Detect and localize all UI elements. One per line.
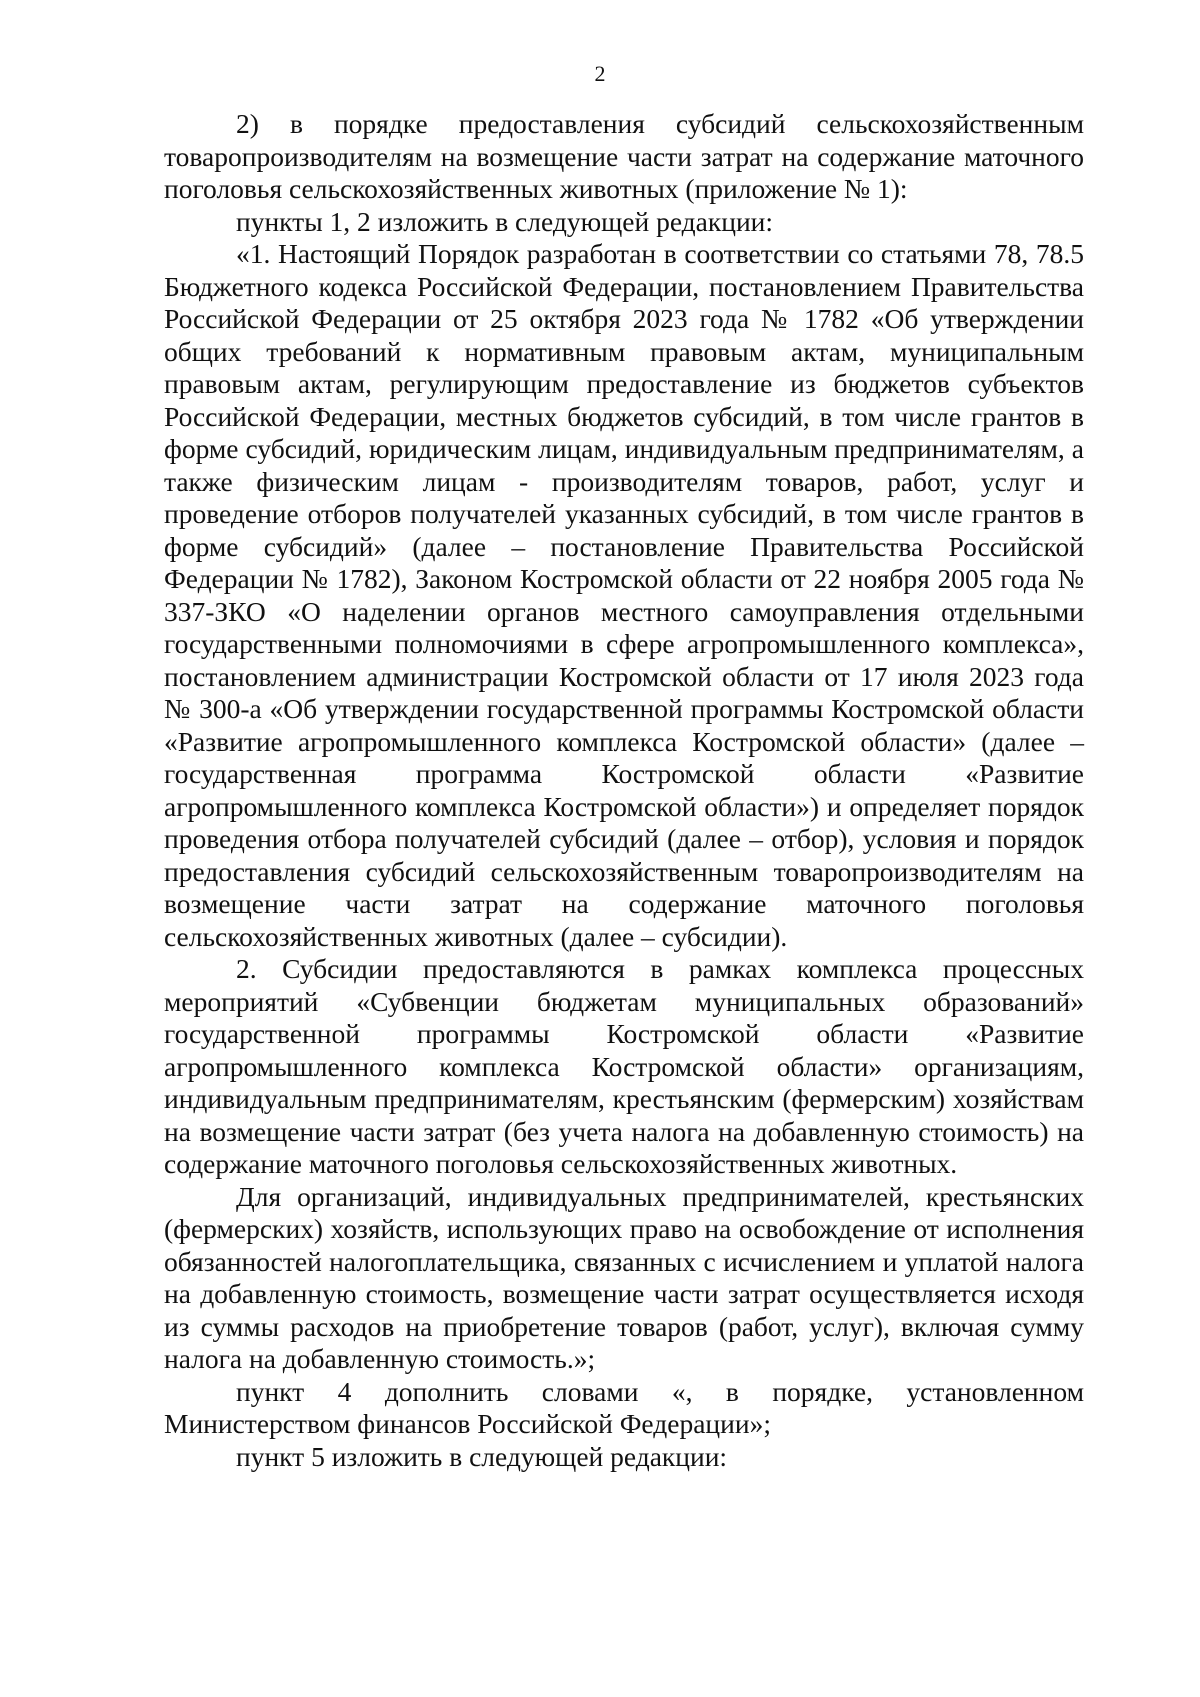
page-number: 2 [594, 61, 606, 86]
document-body [164, 108, 1084, 1473]
paragraph-point-2: 2. Субсидии предоставляются в рамках комплекса процессных мероприятий «Субвенции бюджетам муниципальных образований» государственной программы Костромской области «Развитие агропромышленного комплекса Костромской области» организациям, индивидуальным предпринимателям, крестьянским (фермерским) хозяйствам на возмещение части затрат (без учета налога на добавленную стоимость) на содержание маточного поголовья сельскохозяйственных животных. [164, 953, 1084, 1179]
paragraph-vat-exemption: Для организаций, индивидуальных предпринимателей, крестьянских (фермерских) хозяйств, использующих право на освобождение от исполнения обязанностей налогоплательщика, связанных с исчислением и уплатой налога на добавленную стоимость, возмещение части затрат осуществляется исходя из суммы расходов на приобретение товаров (работ, услуг), включая сумму налога на добавленную стоимость.»; [164, 1180, 1084, 1374]
paragraph-point-1: «1. Настоящий Порядок разработан в соответствии со статьями 78, 78.5 Бюджетного кодекса Российской Федерации, постановлением Правительства Российской Федерации от 25 октября 2023 года № 1782 «Об утверждении общих требований к нормативным правовым актам, муниципальным правовым актам, регулирующим предоставление из бюджетов субъектов Российской Федерации, местных бюджетов субсидий, в том числе грантов в форме субсидий, юридическим лицам, индивидуальным предпринимателям, а также физическим лицам - производителям товаров, работ, услуг и проведение отборов получателей указанных субсидий, в том числе грантов в форме субсидий» (далее – постановление Правительства Российской Федерации № 1782), Законом Костромской области от 22 ноября 2005 года № 337-ЗКО «О наделении органов местного самоуправления отдельными государственными полномочиями в сфере агропромышленного комплекса», постановлением администрации Костромской области от 17 июля 2023 года № 300-а «Об утверждении государственной программы Костромской области «Развитие агропромышленного комплекса Костромской области» (далее – государственная программа Костромской области «Развитие агропромышленного комплекса Костромской области») и определяет порядок проведения отбора получателей субсидий (далее – отбор), условия и порядок предоставления субсидий сельскохозяйственным товаропроизводителям на возмещение части затрат на содержание маточного поголовья сельскохозяйственных животных (далее – субсидии). [164, 238, 1084, 952]
paragraph-points-1-2-intro: пункты 1, 2 изложить в следующей редакции: [236, 205, 774, 237]
paragraph-point-4-amendment: пункт 4 дополнить словами «, в порядке, установленном Министерством финансов Российской Федерации»; [164, 1375, 1084, 1439]
paragraph-amendment-item-2: 2) в порядке предоставления субсидий сельскохозяйственным товаропроизводителям на возмещение части затрат на содержание маточного поголовья сельскохозяйственных животных (приложение № 1): [164, 108, 1084, 204]
paragraph-point-5-intro: пункт 5 изложить в следующей редакции: [236, 1440, 728, 1472]
